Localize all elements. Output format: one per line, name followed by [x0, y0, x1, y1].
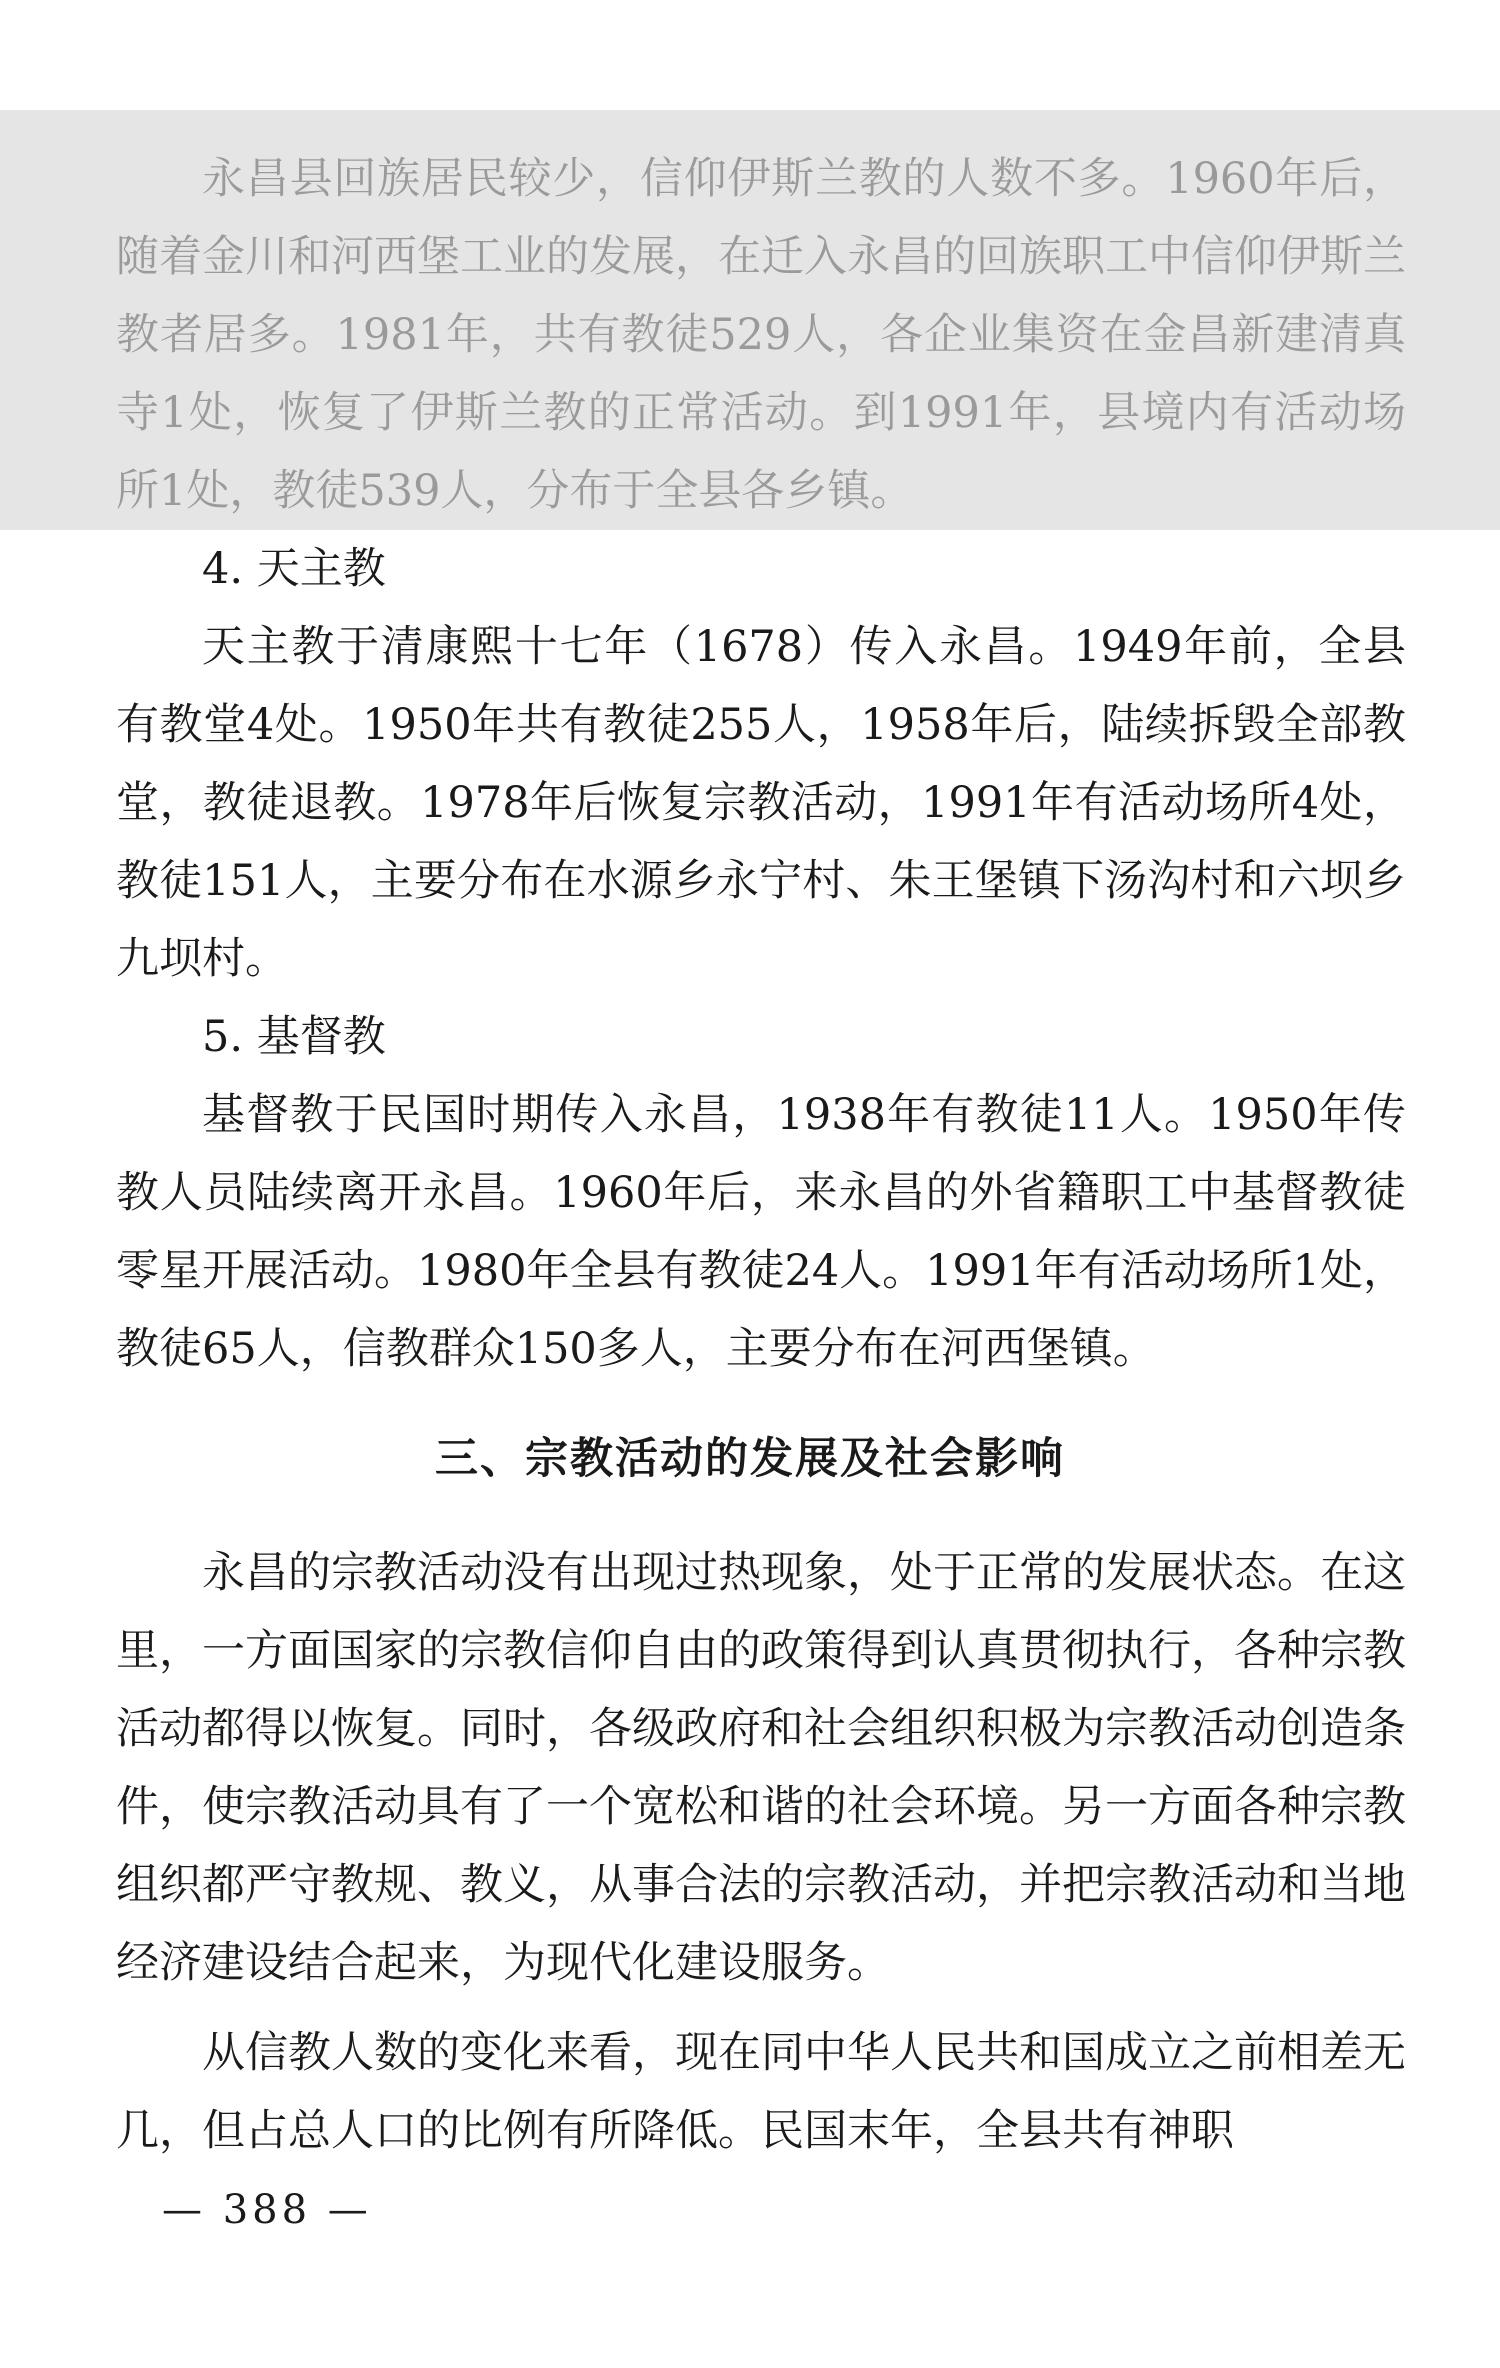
- section3-paragraph1-block: [116, 1534, 1406, 2002]
- catholic-paragraph-block: [116, 608, 1406, 998]
- islam-paragraph: 永昌县回族居民较少，信仰伊斯兰教的人数不多。1960年后，随着金川和河西堡工业的发展，在迁入永昌的回族职工中信仰伊斯兰教者居多。1981年，共有教徒529人，各企业集资在金昌新建清真寺1处，恢复了伊斯兰教的正常活动。到1991年，县境内有活动场所1处，教徒539人，分布于全县各乡镇。: [116, 154, 1406, 516]
- catholic-paragraph: 天主教于清康熙十七年（1678）传入永昌。1949年前，全县有教堂4处。1950年共有教徒255人，1958年后，陆续拆毁全部教堂，教徒退教。1978年后恢复宗教活动，1991年有活动场所4处，教徒151人，主要分布在水源乡永宁村、朱王堡镇下汤沟村和六坝乡九坝村。: [116, 622, 1406, 984]
- catholic-heading: 4. 天主教: [202, 544, 386, 594]
- section-title: 三、宗教活动的发展及社会影响: [435, 1434, 1065, 1484]
- page-number: — 388 —: [162, 2187, 372, 2233]
- section3-paragraph2-block: [116, 2014, 1406, 2170]
- section3-paragraph-2: 从信教人数的变化来看，现在同中华人民共和国成立之前相差无几，但占总人口的比例有所降低。民国末年，全县共有神职: [116, 2028, 1406, 2156]
- christian-paragraph: 基督教于民国时期传入永昌，1938年有教徒11人。1950年传教人员陆续离开永昌。1960年后，来永昌的外省籍职工中基督教徒零星开展活动。1980年全县有教徒24人。1991年有活动场所1处，教徒65人，信教群众150多人，主要分布在河西堡镇。: [116, 1090, 1406, 1374]
- christian-heading: 5. 基督教: [202, 1012, 386, 1062]
- islam-paragraph-block: [116, 140, 1406, 530]
- section3-paragraph-1: 永昌的宗教活动没有出现过热现象，处于正常的发展状态。在这里，一方面国家的宗教信仰自由的政策得到认真贯彻执行，各种宗教活动都得以恢复。同时，各级政府和社会组织积极为宗教活动创造条件，使宗教活动具有了一个宽松和谐的社会环境。另一方面各种宗教组织都严守教规、教义，从事合法的宗教活动，并把宗教活动和当地经济建设结合起来，为现代化建设服务。: [116, 1548, 1406, 1988]
- christian-paragraph-block: [116, 1076, 1406, 1388]
